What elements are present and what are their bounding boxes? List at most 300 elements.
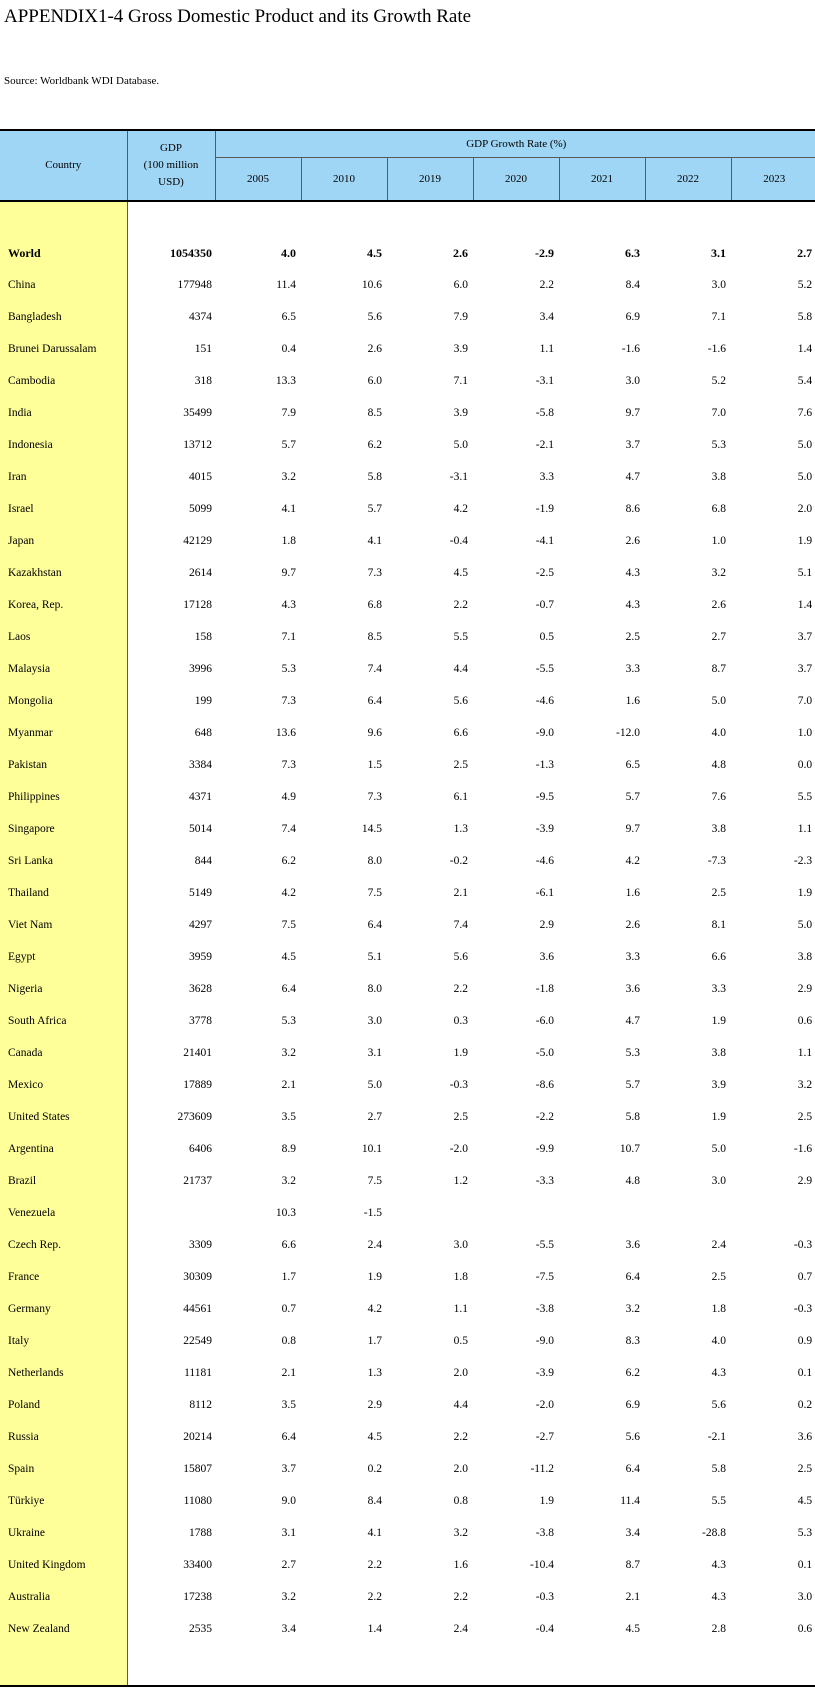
year-column-header: 2022 (645, 158, 731, 202)
gdp-value: 1054350 (170, 245, 212, 260)
growth-rate-value: 0.2 (367, 1463, 382, 1475)
gdp-value: 8112 (189, 1399, 212, 1411)
growth-rate-value: 4.7 (625, 471, 640, 483)
growth-rate-value: 4.7 (625, 1015, 640, 1027)
growth-rate-value: 3.7 (625, 439, 640, 451)
growth-rate-value: 6.2 (367, 439, 382, 451)
growth-rate-value: -2.9 (535, 245, 554, 260)
growth-rate-value: 7.3 (281, 759, 296, 771)
table-row (0, 1325, 815, 1357)
growth-rate-value: 6.2 (625, 1367, 640, 1379)
spacer-row (0, 201, 815, 237)
growth-rate-value: 3.7 (281, 1463, 296, 1475)
gdp-table (0, 129, 815, 1687)
table-row (0, 1197, 815, 1229)
table-row (0, 941, 815, 973)
growth-rate-value: 4.1 (367, 535, 382, 547)
table-row (0, 685, 815, 717)
growth-rate-value: 6.9 (625, 1399, 640, 1411)
growth-rate-value: 3.2 (281, 1047, 296, 1059)
growth-rate-value: 13.6 (275, 727, 296, 739)
gdp-header-line: USD) (158, 176, 184, 188)
growth-rate-value: 5.3 (281, 1015, 296, 1027)
growth-rate-value: 6.8 (711, 503, 726, 515)
growth-rate-value: 4.3 (281, 599, 296, 611)
growth-rate-value: 5.0 (453, 439, 468, 451)
table-row (0, 1261, 815, 1293)
empty-cell (473, 1645, 559, 1686)
country-name: Korea, Rep. (0, 589, 127, 621)
country-name: Egypt (0, 941, 127, 973)
country-name: United Kingdom (0, 1549, 127, 1581)
gdp-value: 648 (194, 727, 212, 739)
gdp-value: 3996 (189, 663, 212, 675)
growth-rate-value: 6.0 (453, 279, 468, 291)
growth-rate-value: 3.5 (281, 1399, 296, 1411)
growth-rate-value: 2.0 (453, 1367, 468, 1379)
growth-rate-value: 3.6 (539, 951, 554, 963)
growth-rate-value: 2.6 (625, 535, 640, 547)
growth-rate-value: 2.5 (453, 759, 468, 771)
growth-rate-value: -3.1 (449, 471, 468, 483)
growth-rate-value: 3.3 (711, 983, 726, 995)
growth-rate-value: 6.2 (281, 855, 296, 867)
growth-rate-value: 5.4 (797, 375, 813, 387)
growth-rate-value: -2.0 (535, 1399, 554, 1411)
growth-rate-value (731, 1197, 815, 1229)
growth-rate-value: 2.4 (367, 1239, 382, 1251)
growth-rate-value: 5.0 (711, 695, 726, 707)
growth-rate-value: 3.0 (453, 1239, 468, 1251)
table-row (0, 269, 815, 301)
growth-rate-value: -10.4 (530, 1559, 554, 1571)
growth-rate-value: -1.8 (535, 983, 554, 995)
country-name: Germany (0, 1293, 127, 1325)
growth-rate-value: 1.8 (281, 535, 296, 547)
gdp-column-header (127, 130, 215, 201)
growth-rate-value: 3.0 (797, 1591, 813, 1603)
growth-rate-value: 10.1 (361, 1143, 382, 1155)
growth-rate-value: -9.0 (535, 1335, 554, 1347)
growth-rate-value: 7.3 (367, 791, 382, 803)
growth-rate-value: 8.4 (625, 279, 640, 291)
growth-rate-value: 7.5 (367, 887, 382, 899)
growth-rate-value: 7.0 (711, 407, 726, 419)
country-name: Nigeria (0, 973, 127, 1005)
country-name: Russia (0, 1421, 127, 1453)
growth-rate-value: 2.6 (711, 599, 726, 611)
gdp-value: 3628 (189, 983, 212, 995)
growth-rate-value: -2.7 (535, 1431, 554, 1443)
gdp-value: 177948 (177, 279, 212, 291)
year-column-header: 2020 (473, 158, 559, 202)
growth-rate-value: 3.4 (539, 311, 554, 323)
gdp-value: 33400 (183, 1559, 212, 1571)
growth-rate-value: 3.2 (711, 567, 726, 579)
growth-rate-value: 7.5 (281, 919, 296, 931)
country-name: Ukraine (0, 1517, 127, 1549)
growth-rate-value: -1.6 (793, 1143, 813, 1155)
country-name: Italy (0, 1325, 127, 1357)
growth-rate-value: -6.0 (535, 1015, 554, 1027)
growth-rate-value: 0.8 (453, 1495, 468, 1507)
gdp-value: 11080 (183, 1495, 212, 1507)
gdp-value: 3309 (189, 1239, 212, 1251)
growth-rate-value: 11.4 (620, 1495, 640, 1507)
growth-rate-value: 5.0 (797, 471, 813, 483)
growth-rate-value: -1.5 (363, 1207, 382, 1219)
country-name: Cambodia (0, 365, 127, 397)
growth-rate-value: -3.1 (535, 375, 554, 387)
growth-rate-value: 4.9 (281, 791, 296, 803)
growth-rate-value: 2.5 (797, 1111, 813, 1123)
growth-rate-value: 6.4 (281, 1431, 296, 1443)
table-row (0, 1069, 815, 1101)
table-row (0, 461, 815, 493)
growth-rate-value: 4.3 (711, 1591, 726, 1603)
growth-rate-value: 1.1 (453, 1303, 468, 1315)
growth-rate-value: 4.5 (797, 1495, 813, 1507)
table-row (0, 1485, 815, 1517)
gdp-header-line: (100 million (143, 159, 199, 171)
growth-rate-value: 2.7 (367, 1111, 382, 1123)
empty-cell (473, 201, 559, 237)
country-cell-empty (0, 201, 127, 237)
growth-rate-value: 1.9 (453, 1047, 468, 1059)
growth-rate-value: 7.4 (453, 919, 468, 931)
country-name: Kazakhstan (0, 557, 127, 589)
gdp-value: 2614 (189, 567, 212, 579)
growth-rate-value: 4.4 (453, 1399, 468, 1411)
growth-rate-value: -0.4 (535, 1623, 554, 1635)
country-name: Bangladesh (0, 301, 127, 333)
table-row (0, 749, 815, 781)
gdp-header-line: GDP (159, 142, 182, 154)
growth-rate-value: 8.7 (625, 1559, 640, 1571)
growth-rate-value: 5.6 (711, 1399, 726, 1411)
growth-rate-value: 3.0 (711, 279, 726, 291)
growth-rate-value: 2.4 (711, 1239, 726, 1251)
table-row (0, 301, 815, 333)
growth-rate-value: 7.6 (711, 791, 726, 803)
gdp-value: 15807 (183, 1463, 212, 1475)
growth-rate-value: 0.6 (797, 1015, 813, 1027)
growth-rate-value: 3.6 (625, 1239, 640, 1251)
table-row (0, 333, 815, 365)
growth-rate-value: 4.1 (367, 1527, 382, 1539)
growth-rate-value: 6.0 (367, 375, 382, 387)
growth-rate-value: 3.8 (711, 1047, 726, 1059)
growth-rate-value: 2.5 (453, 1111, 468, 1123)
country-cell-empty (0, 1645, 127, 1686)
growth-rate-value: 1.5 (367, 759, 382, 771)
growth-rate-value: -0.2 (449, 855, 468, 867)
growth-rate-value: 2.7 (797, 245, 813, 260)
growth-rate-value: 1.9 (711, 1015, 726, 1027)
growth-rate-value: 2.7 (281, 1559, 296, 1571)
gdp-value: 4371 (189, 791, 212, 803)
gdp-value: 6406 (189, 1143, 212, 1155)
growth-rate-value: 8.0 (367, 983, 382, 995)
growth-rate-value: 5.1 (367, 951, 382, 963)
growth-rate-value: 0.1 (797, 1559, 813, 1571)
gdp-value: 158 (194, 631, 212, 643)
gdp-value: 17889 (183, 1079, 212, 1091)
country-name: Sri Lanka (0, 845, 127, 877)
growth-rate-value: 8.5 (367, 407, 382, 419)
gdp-value: 4297 (189, 919, 212, 931)
empty-cell (559, 1645, 645, 1686)
growth-rate-value: 3.2 (281, 471, 296, 483)
country-name: Indonesia (0, 429, 127, 461)
growth-rate-value: -7.5 (535, 1271, 554, 1283)
country-name: Iran (0, 461, 127, 493)
growth-rate-value: 9.6 (367, 727, 382, 739)
growth-rate-value: 5.5 (711, 1495, 726, 1507)
growth-rate-value: -7.3 (707, 855, 726, 867)
growth-rate-value: 6.4 (281, 983, 296, 995)
gdp-value: 21401 (183, 1047, 212, 1059)
growth-rate-value: 6.6 (453, 727, 468, 739)
country-name: Netherlands (0, 1357, 127, 1389)
growth-rate-value: 1.8 (453, 1271, 468, 1283)
growth-rate-value: 2.1 (625, 1591, 640, 1603)
empty-cell (301, 201, 387, 237)
growth-rate-value: 4.5 (281, 951, 296, 963)
growth-rate-value: 4.5 (367, 245, 382, 260)
growth-rate-value: 2.2 (367, 1591, 382, 1603)
growth-rate-value: 7.9 (453, 311, 468, 323)
table-row (0, 1165, 815, 1197)
growth-rate-value: -0.3 (793, 1303, 813, 1315)
growth-rate-value: 5.3 (711, 439, 726, 451)
growth-rate-value: -5.5 (535, 663, 554, 675)
growth-rate-value: 1.1 (539, 343, 554, 355)
growth-rate-value: -5.8 (535, 407, 554, 419)
growth-rate-value: 5.0 (711, 1143, 726, 1155)
growth-rate-value: 5.3 (797, 1527, 813, 1539)
growth-rate-value: 4.8 (711, 759, 726, 771)
growth-rate-value: 3.2 (281, 1175, 296, 1187)
growth-rate-value: 8.0 (367, 855, 382, 867)
growth-rate-value: 8.1 (711, 919, 726, 931)
growth-rate-value: -0.3 (449, 1079, 468, 1091)
country-name: World (0, 237, 127, 269)
growth-rate-value: 5.7 (367, 503, 382, 515)
growth-rate-value: 2.0 (797, 503, 813, 515)
growth-rate-value: 0.3 (453, 1015, 468, 1027)
growth-rate-value: 4.5 (625, 1623, 640, 1635)
table-row (0, 237, 815, 269)
growth-rate-value: -1.9 (535, 503, 554, 515)
growth-rate-value: -2.1 (707, 1431, 726, 1443)
country-name: Canada (0, 1037, 127, 1069)
gdp-value: 21737 (183, 1175, 212, 1187)
empty-cell (645, 1645, 731, 1686)
growth-rate-value: 2.9 (797, 1175, 813, 1187)
country-name: New Zealand (0, 1613, 127, 1645)
growth-rate-value: 4.2 (625, 855, 640, 867)
table-row (0, 525, 815, 557)
table-row (0, 1581, 815, 1613)
growth-rate-value: 2.1 (281, 1367, 296, 1379)
growth-rate-value: 1.9 (797, 535, 813, 547)
country-name: Mexico (0, 1069, 127, 1101)
growth-rate-value: -3.8 (535, 1527, 554, 1539)
growth-rate-value: 0.7 (797, 1271, 813, 1283)
growth-rate-value: -9.5 (535, 791, 554, 803)
table-header (0, 130, 815, 201)
growth-rate-value: 4.3 (711, 1559, 726, 1571)
country-name: Czech Rep. (0, 1229, 127, 1261)
growth-rate-value: 8.6 (625, 503, 640, 515)
growth-rate-value: 2.1 (453, 887, 468, 899)
growth-rate-value: 3.8 (711, 823, 726, 835)
gdp-value: 2535 (189, 1623, 212, 1635)
growth-rate-value: 4.8 (625, 1175, 640, 1187)
growth-rate-value: 7.4 (367, 663, 382, 675)
growth-rate-value: 5.8 (711, 1463, 726, 1475)
growth-rate-value: 1.9 (711, 1111, 726, 1123)
growth-rate-value: -11.2 (530, 1463, 554, 1475)
growth-rate-value: 1.7 (281, 1271, 296, 1283)
growth-rate-value: 2.7 (711, 631, 726, 643)
growth-rate-value: -0.3 (793, 1239, 813, 1251)
growth-rate-value: -2.2 (535, 1111, 554, 1123)
country-name: Thailand (0, 877, 127, 909)
growth-rate-value: 2.6 (453, 245, 468, 260)
growth-rate-value: 3.1 (367, 1047, 382, 1059)
empty-cell (559, 201, 645, 237)
spacer-row (0, 1645, 815, 1686)
country-column-header: Country (0, 130, 127, 201)
growth-rate-value: 3.1 (711, 245, 726, 260)
growth-rate-value: 0.0 (797, 759, 813, 771)
growth-rate-value: -3.9 (535, 1367, 554, 1379)
growth-rate-value: 3.6 (797, 1431, 813, 1443)
table-row (0, 1293, 815, 1325)
growth-rate-value: 2.2 (453, 599, 468, 611)
growth-rate-value: 3.3 (539, 471, 554, 483)
growth-rate-value: 2.8 (711, 1623, 726, 1635)
country-name: Argentina (0, 1133, 127, 1165)
growth-rate-value: 5.8 (797, 311, 813, 323)
growth-rate-value: -3.9 (535, 823, 554, 835)
table-row (0, 1101, 815, 1133)
growth-rate-value: -2.5 (535, 567, 554, 579)
gdp-value: 5099 (189, 503, 212, 515)
growth-rate-value: 1.9 (367, 1271, 382, 1283)
table-row (0, 1133, 815, 1165)
growth-rate-value: 3.2 (453, 1527, 468, 1539)
empty-cell (645, 201, 731, 237)
country-name: South Africa (0, 1005, 127, 1037)
growth-rate-value (387, 1197, 473, 1229)
growth-rate-value: -1.6 (707, 343, 726, 355)
growth-rate-value: 2.2 (539, 279, 554, 291)
growth-rate-value: 9.7 (281, 567, 296, 579)
growth-rate-value: 3.9 (711, 1079, 726, 1091)
growth-rate-value: 10.3 (275, 1207, 296, 1219)
table-row (0, 909, 815, 941)
growth-rate-value: -1.3 (535, 759, 554, 771)
growth-rate-value: 5.3 (625, 1047, 640, 1059)
year-column-header: 2021 (559, 158, 645, 202)
growth-rate-value: 3.0 (625, 375, 640, 387)
growth-rate-value: 2.0 (453, 1463, 468, 1475)
table-row (0, 397, 815, 429)
growth-rate-value: 1.0 (711, 535, 726, 547)
gdp-value: 318 (194, 375, 212, 387)
growth-rate-value: 3.5 (281, 1111, 296, 1123)
growth-rate-value: 6.3 (625, 245, 640, 260)
growth-rate-value: -1.6 (621, 343, 640, 355)
growth-rate-value: 2.9 (539, 919, 554, 931)
empty-cell (215, 1645, 301, 1686)
growth-rate-value: 0.9 (797, 1335, 813, 1347)
growth-rate-value: -4.6 (535, 855, 554, 867)
table-row (0, 1389, 815, 1421)
growth-rate-value: 6.5 (625, 759, 640, 771)
growth-rate-value: 5.8 (625, 1111, 640, 1123)
country-name: Philippines (0, 781, 127, 813)
country-name: Japan (0, 525, 127, 557)
table-row (0, 365, 815, 397)
growth-rate-value: 5.2 (797, 279, 813, 291)
country-name: United States (0, 1101, 127, 1133)
gdp-value: 3778 (189, 1015, 212, 1027)
gdp-value: 30309 (183, 1271, 212, 1283)
gdp-value: 44561 (183, 1303, 212, 1315)
growth-rate-value: 6.1 (453, 791, 468, 803)
gdp-value: 3384 (189, 759, 212, 771)
growth-rate-value (645, 1197, 731, 1229)
table-row (0, 493, 815, 525)
growth-rate-value: 2.9 (367, 1399, 382, 1411)
growth-rate-value: 4.0 (711, 1335, 726, 1347)
growth-rate-value: 2.2 (453, 1591, 468, 1603)
growth-rate-value: -8.6 (535, 1079, 554, 1091)
growth-rate-value: 3.9 (453, 407, 468, 419)
growth-rate-value: 8.4 (367, 1495, 382, 1507)
country-name: Türkiye (0, 1485, 127, 1517)
table-row (0, 589, 815, 621)
country-name: Israel (0, 493, 127, 525)
page-title: APPENDIX1-4 Gross Domestic Product and its Growth Rate (4, 6, 472, 27)
country-name: Singapore (0, 813, 127, 845)
growth-rate-value: 3.2 (281, 1591, 296, 1603)
growth-rate-value: 0.6 (797, 1623, 813, 1635)
growth-rate-value: -12.0 (616, 727, 640, 739)
growth-rate-value: 2.4 (453, 1623, 468, 1635)
table-row (0, 557, 815, 589)
growth-rate-value: -5.0 (535, 1047, 554, 1059)
gdp-value: 4015 (189, 471, 212, 483)
table-row (0, 1613, 815, 1645)
growth-rate-value: 1.7 (367, 1335, 382, 1347)
growth-rate-value: 3.0 (367, 1015, 382, 1027)
year-column-header: 2010 (301, 158, 387, 202)
table-row (0, 1453, 815, 1485)
table-row (0, 877, 815, 909)
growth-rate-value: 6.4 (367, 919, 382, 931)
growth-rate-value: 7.9 (281, 407, 296, 419)
growth-rate-value: 2.5 (711, 1271, 726, 1283)
growth-rate-value: 4.5 (453, 567, 468, 579)
growth-rate-value: 5.0 (797, 439, 813, 451)
growth-rate-value: 2.5 (797, 1463, 813, 1475)
growth-rate-value: 6.5 (281, 311, 296, 323)
